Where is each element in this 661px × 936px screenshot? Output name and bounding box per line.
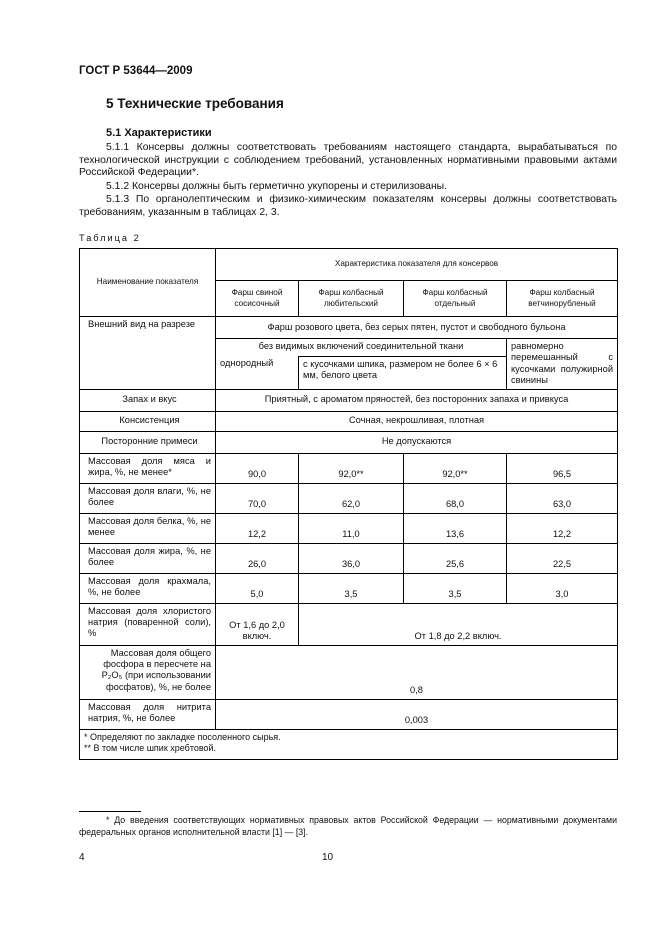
table-note: ** В том числе шпик хребтовой. (84, 743, 217, 754)
row-meat-fat-value: 96,5 (507, 453, 618, 483)
impurities-value: Не допускаются (216, 431, 618, 453)
header-col-3: Фарш колбасный отдельный (404, 281, 507, 317)
appearance-name: Внешний вид на разрезе (80, 317, 216, 390)
table-caption: Таблица 2 (79, 233, 141, 243)
row-meat-fat-value: 92,0** (404, 453, 507, 483)
row-phosphorus-name: Массовая доля общего фосфора в пересчете на P₂O₅ (при использовании фосфатов), %, не более (80, 645, 216, 699)
row-sodium-name: Массовая доля хлористого натрия (поваренной соли), % (80, 603, 216, 645)
appearance-col-2-3: с кусочками шпика, размером не более 6 × 6 мм, белого цвета (299, 356, 507, 389)
row-protein-name: Массовая доля белка, %, не менее (80, 513, 216, 543)
row-sodium-col-1: От 1,6 до 2,0 включ. (216, 603, 299, 645)
row-fat-value: 26,0 (216, 543, 299, 573)
appearance-col-1: однородный (216, 356, 299, 389)
row-protein-value: 12,2 (507, 513, 618, 543)
standard-number: ГОСТ Р 53644—2009 (79, 65, 193, 77)
page-number-left: 4 (79, 852, 85, 863)
page-number-center: 10 (322, 852, 334, 863)
row-protein-value: 13,6 (404, 513, 507, 543)
row-fat-value: 22,5 (507, 543, 618, 573)
row-protein-value: 12,2 (216, 513, 299, 543)
row-fat-value: 25,6 (404, 543, 507, 573)
paragraph-5-1-1: 5.1.1 Консервы должны соответствовать требованиям настоящего стандарта, вырабатываться по технологической инструкции с соблюдением требований, установленных нормативными правовыми актами Российской Федерации*. (79, 142, 617, 179)
footnote-separator (79, 811, 141, 812)
row-starch-value: 3,5 (404, 573, 507, 603)
table-notes (80, 729, 618, 759)
subsection-title: 5.1 Характеристики (106, 127, 212, 139)
header-col-4: Фарш колбасный ветчинорубленый (507, 281, 618, 317)
row-nitrite-name: Массовая доля нитрита натрия, %, не более (80, 699, 216, 729)
header-col-1: Фарш свиной сосисочный (216, 281, 299, 317)
row-meat-fat-name: Массовая доля мяса и жира, %, не менее* (80, 453, 216, 483)
impurities-name: Посторонние примеси (80, 431, 216, 453)
smell-name: Запах и вкус (80, 389, 216, 411)
smell-value: Приятный, с ароматом пряностей, без посторонних запаха и привкуса (216, 389, 618, 411)
consistency-name: Консистенция (80, 411, 216, 431)
row-phosphorus-value: 0,8 (216, 645, 618, 699)
row-starch-value: 5,0 (216, 573, 299, 603)
row-meat-fat-value: 92,0** (299, 453, 404, 483)
appearance-no-inclusions: без видимых включений соединительной ткани (216, 339, 507, 357)
row-starch-value: 3,0 (507, 573, 618, 603)
section-title: 5 Технические требования (106, 96, 284, 111)
header-name-col: Наименование показателя (80, 249, 216, 317)
row-sodium-rest: От 1,8 до 2,2 включ. (299, 603, 618, 645)
row-fat-value: 36,0 (299, 543, 404, 573)
header-col-2: Фарш колбасный любительский (299, 281, 404, 317)
row-moisture-name: Массовая доля влаги, %, не более (80, 483, 216, 513)
row-starch-value: 3,5 (299, 573, 404, 603)
row-nitrite-value: 0,003 (216, 699, 618, 729)
row-fat-name: Массовая доля жира, %, не более (80, 543, 216, 573)
paragraph-5-1-2: 5.1.2 Консервы должны быть герметично укупорены и стерилизованы. (106, 181, 448, 192)
footnote: * До введения соответствующих нормативных правовых актов Российской Федерации — нормативными документами федеральных органов исполнительной власти [1] — [3]. (79, 815, 617, 837)
row-moisture-value: 62,0 (299, 483, 404, 513)
consistency-value: Сочная, некрошливая, плотная (216, 411, 618, 431)
appearance-common: Фарш розового цвета, без серых пятен, пустот и свободного бульона (216, 317, 618, 339)
row-protein-value: 11,0 (299, 513, 404, 543)
appearance-col-4: равномерно перемешанный с кусочками полужирной свинины (507, 339, 618, 390)
header-group: Характеристика показателя для консервов (216, 249, 618, 281)
row-moisture-value: 70,0 (216, 483, 299, 513)
row-meat-fat-value: 90,0 (216, 453, 299, 483)
paragraph-5-1-3: 5.1.3 По органолептическим и физико-химическим показателям консервы должны соответствовать требованиям, указанным в таблицах 2, 3. (79, 194, 617, 218)
row-moisture-value: 63,0 (507, 483, 618, 513)
requirements-table (79, 248, 618, 760)
row-starch-name: Массовая доля крахмала, %, не более (80, 573, 216, 603)
table-note: * Определяют по закладке посоленного сырья. (84, 731, 281, 742)
row-moisture-value: 68,0 (404, 483, 507, 513)
